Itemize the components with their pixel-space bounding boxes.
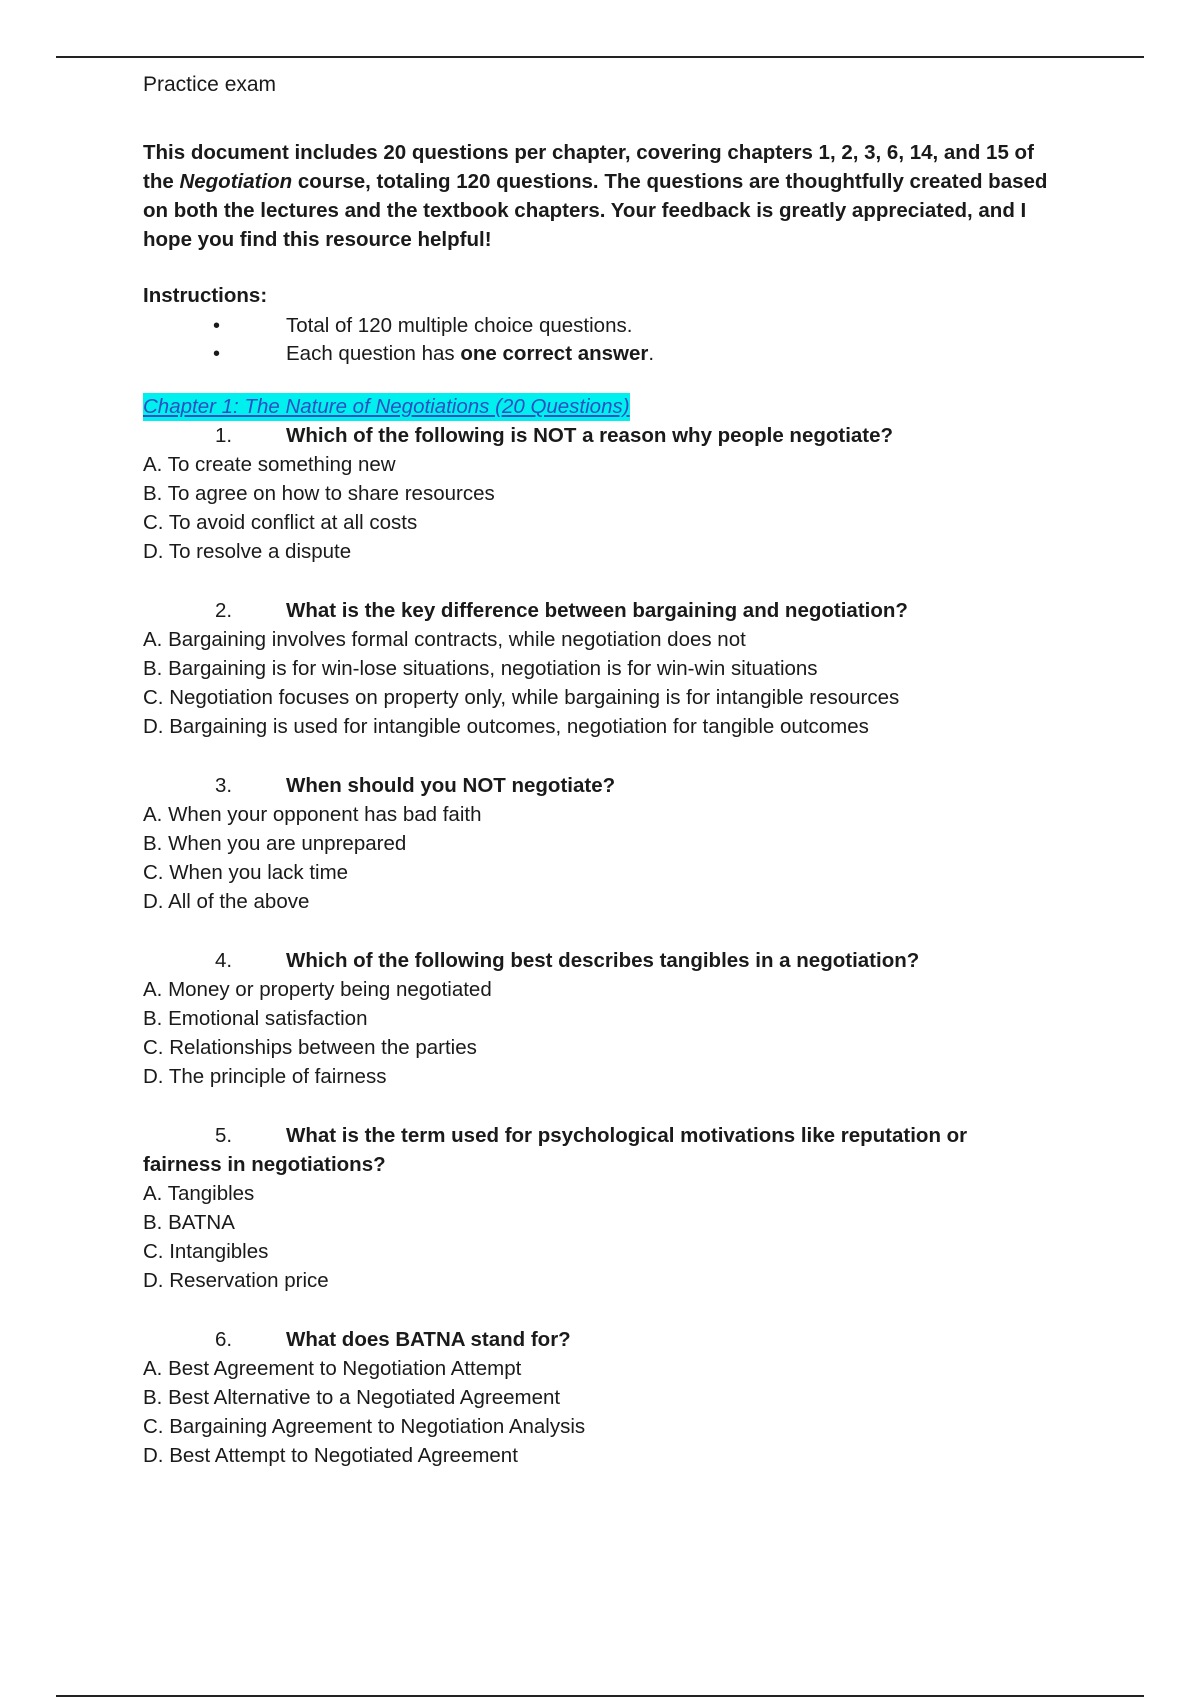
answer-option: D. Best Attempt to Negotiated Agreement [143, 1444, 518, 1467]
answer-option: A. To create something new [143, 453, 396, 476]
question-stem [143, 1325, 1063, 1354]
answer-option: A. When your opponent has bad faith [143, 803, 482, 826]
course-name: Negotiation [179, 170, 293, 193]
question-6 [143, 1325, 1063, 1470]
question-number: 6. [215, 1328, 233, 1351]
question-text: Which of the following is NOT a reason why people negotiate? [286, 424, 894, 447]
question-number: 3. [215, 774, 233, 797]
intro-paragraph [143, 138, 1063, 254]
question-number: 5. [215, 1124, 233, 1147]
question-text: What is the key difference between bargaining and negotiation? [286, 599, 908, 622]
answer-option: D. All of the above [143, 890, 310, 913]
document-header: Practice exam [143, 73, 277, 96]
answer-option: A. Bargaining involves formal contracts, while negotiation does not [143, 628, 746, 651]
document-page [143, 70, 1063, 1470]
question-text-continued: fairness in negotiations? [143, 1153, 386, 1176]
instruction-item [143, 312, 1063, 340]
question-number: 1. [215, 424, 233, 447]
answer-option: C. Intangibles [143, 1240, 269, 1263]
bullet-icon: • [213, 315, 221, 337]
question-2 [143, 596, 1063, 741]
question-number: 2. [215, 599, 233, 622]
answer-option: B. When you are unprepared [143, 832, 407, 855]
answer-option: A. Money or property being negotiated [143, 978, 492, 1001]
instruction-text: Total of 120 multiple choice questions. [286, 314, 633, 337]
instruction-emphasis: one correct answer [460, 342, 649, 365]
instruction-suffix: . [648, 342, 655, 365]
answer-option: C. Relationships between the parties [143, 1036, 477, 1059]
question-stem [143, 771, 1063, 800]
question-4 [143, 946, 1063, 1091]
answer-option: B. Best Alternative to a Negotiated Agreement [143, 1386, 561, 1409]
question-text: When should you NOT negotiate? [286, 774, 616, 797]
question-stem [143, 946, 1063, 975]
answer-option: B. Bargaining is for win-lose situations, negotiation is for win-win situations [143, 657, 818, 680]
question-stem [143, 421, 1063, 450]
question-5 [143, 1121, 1063, 1295]
question-stem [143, 1121, 1063, 1150]
chapter-heading-link[interactable]: Chapter 1: The Nature of Negotiations (20 Questions) [143, 393, 630, 421]
intro-text-1: This document includes 20 questions per chapter, covering chapters 1, 2, 3, 6, 14, and 15 of the [143, 141, 1034, 193]
instructions-list [143, 312, 1063, 368]
bottom-rule [56, 1695, 1144, 1697]
intro-text-2: course, totaling 120 questions. The questions are thoughtfully created based on both the lectures and the textbook chapters. Your feedback is greatly appreciated, and I hope you find this resource helpful! [143, 170, 1048, 251]
answer-option: A. Best Agreement to Negotiation Attempt [143, 1357, 522, 1380]
answer-option: C. When you lack time [143, 861, 349, 884]
answer-option: B. BATNA [143, 1211, 235, 1234]
answer-option: D. To resolve a dispute [143, 540, 352, 563]
answer-option: B. Emotional satisfaction [143, 1007, 368, 1030]
instruction-item [143, 340, 1063, 368]
question-text: What is the term used for psychological motivations like reputation or [286, 1124, 968, 1147]
answer-option: D. Bargaining is used for intangible outcomes, negotiation for tangible outcomes [143, 715, 869, 738]
instruction-text: Each question has [286, 342, 461, 365]
answer-option: D. The principle of fairness [143, 1065, 387, 1088]
question-1 [143, 421, 1063, 566]
instructions-heading: Instructions: [143, 284, 268, 307]
question-3 [143, 771, 1063, 916]
question-text: Which of the following best describes tangibles in a negotiation? [286, 949, 920, 972]
answer-option: C. To avoid conflict at all costs [143, 511, 418, 534]
bullet-icon: • [213, 343, 221, 365]
answer-option: B. To agree on how to share resources [143, 482, 495, 505]
question-text: What does BATNA stand for? [286, 1328, 571, 1351]
answer-option: C. Bargaining Agreement to Negotiation Analysis [143, 1415, 586, 1438]
question-number: 4. [215, 949, 233, 972]
answer-option: A. Tangibles [143, 1182, 255, 1205]
answer-option: C. Negotiation focuses on property only, while bargaining is for intangible resources [143, 686, 900, 709]
answer-option: D. Reservation price [143, 1269, 329, 1292]
top-rule [56, 56, 1144, 58]
question-stem [143, 596, 1063, 625]
